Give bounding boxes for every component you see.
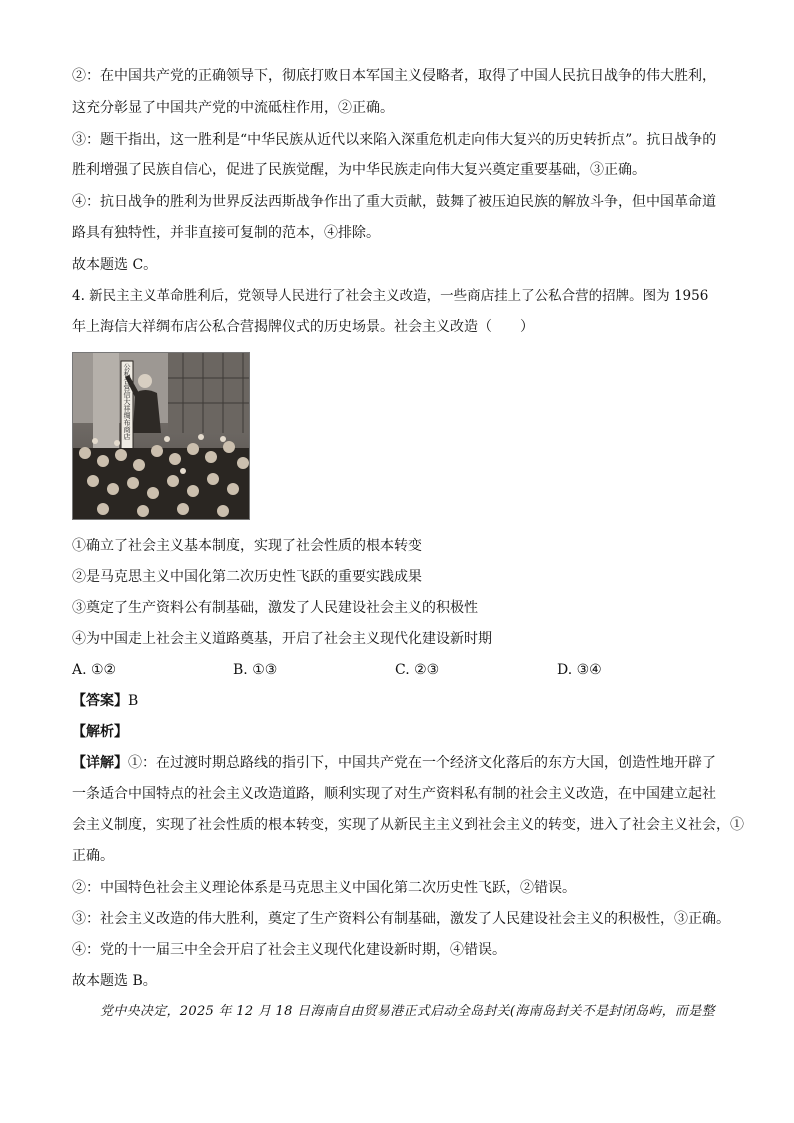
- paragraph-line: ③：题干指出，这一胜利是“中华民族从近代以来陷入深重危机走向伟大复兴的历史转折点”。抗日战争的: [72, 132, 717, 148]
- statement-item: ③奠定了生产资料公有制基础，激发了人民建设社会主义的积极性: [72, 600, 478, 616]
- question-stem: 年上海信大祥绸布店公私合营揭牌仪式的历史场景。社会主义改造（ ）: [72, 319, 534, 335]
- detail-line: 正确。: [72, 848, 114, 864]
- answer-line: [72, 691, 138, 711]
- statement-item: ②是马克思主义中国化第二次历史性飞跃的重要实践成果: [72, 569, 422, 585]
- historical-photo: [72, 352, 250, 520]
- analysis-label-text: 【解析】: [72, 724, 128, 740]
- option-a: A. ①②: [72, 662, 117, 678]
- next-question-start: 党中央决定，2025 年 12 月 18 日海南自由贸易港正式启动全岛封关(海南岛封关不是封闭岛屿，而是整: [100, 1004, 715, 1019]
- signboard-text: 公私合营信大祥绸布商店: [123, 363, 131, 440]
- detail-text: ①：在过渡时期总路线的指引下，中国共产党在一个经济文化落后的东方大国，创造性地开辟了: [128, 755, 716, 771]
- statement-item: ④为中国走上社会主义道路奠基，开启了社会主义现代化建设新时期: [72, 631, 492, 647]
- conclusion-line: 故本题选 B。: [72, 973, 157, 989]
- option-d: D. ③④: [557, 662, 602, 678]
- detail-line: [72, 753, 716, 773]
- detail-line: 一条适合中国特点的社会主义改造道路，顺利实现了对生产资料私有制的社会主义改造，在中国建立起社: [72, 786, 716, 802]
- answer-label: 【答案】: [72, 693, 128, 709]
- paragraph-line: 路具有独特性，并非直接可复制的范本，④排除。: [72, 225, 380, 241]
- option-b: B. ①③: [233, 662, 278, 678]
- paragraph-line: 这充分彰显了中国共产党的中流砥柱作用，②正确。: [72, 100, 394, 116]
- detail-label: 【详解】: [72, 755, 128, 771]
- detail-line: ②：中国特色社会主义理论体系是马克思主义中国化第二次历史性飞跃，②错误。: [72, 880, 576, 896]
- answer-value: B: [128, 693, 139, 709]
- detail-line: ③：社会主义改造的伟大胜利，奠定了生产资料公有制基础，激发了人民建设社会主义的积极性，③正确。: [72, 911, 730, 927]
- analysis-label: [72, 722, 128, 742]
- detail-line: ④：党的十一届三中全会开启了社会主义现代化建设新时期，④错误。: [72, 942, 506, 958]
- paragraph-line: ④：抗日战争的胜利为世界反法西斯战争作出了重大贡献，鼓舞了被压迫民族的解放斗争，但中国革命道: [72, 194, 716, 210]
- paragraph-line: 胜利增强了民族自信心，促进了民族觉醒，为中华民族走向伟大复兴奠定重要基础，③正确。: [72, 162, 646, 178]
- question-stem: 4. 新民主主义革命胜利后，党领导人民进行了社会主义改造，一些商店挂上了公私合营的招牌。图为 1956: [72, 288, 709, 304]
- detail-line: 会主义制度，实现了社会性质的根本转变，实现了从新民主主义到社会主义的转变，进入了社会主义社会，①: [72, 817, 744, 833]
- statement-item: ①确立了社会主义基本制度，实现了社会性质的根本转变: [72, 538, 422, 554]
- option-c: C. ②③: [395, 662, 440, 678]
- paragraph-line: ②：在中国共产党的正确领导下，彻底打败日本军国主义侵略者，取得了中国人民抗日战争的伟大胜利，: [72, 68, 716, 84]
- conclusion-line: 故本题选 C。: [72, 257, 158, 273]
